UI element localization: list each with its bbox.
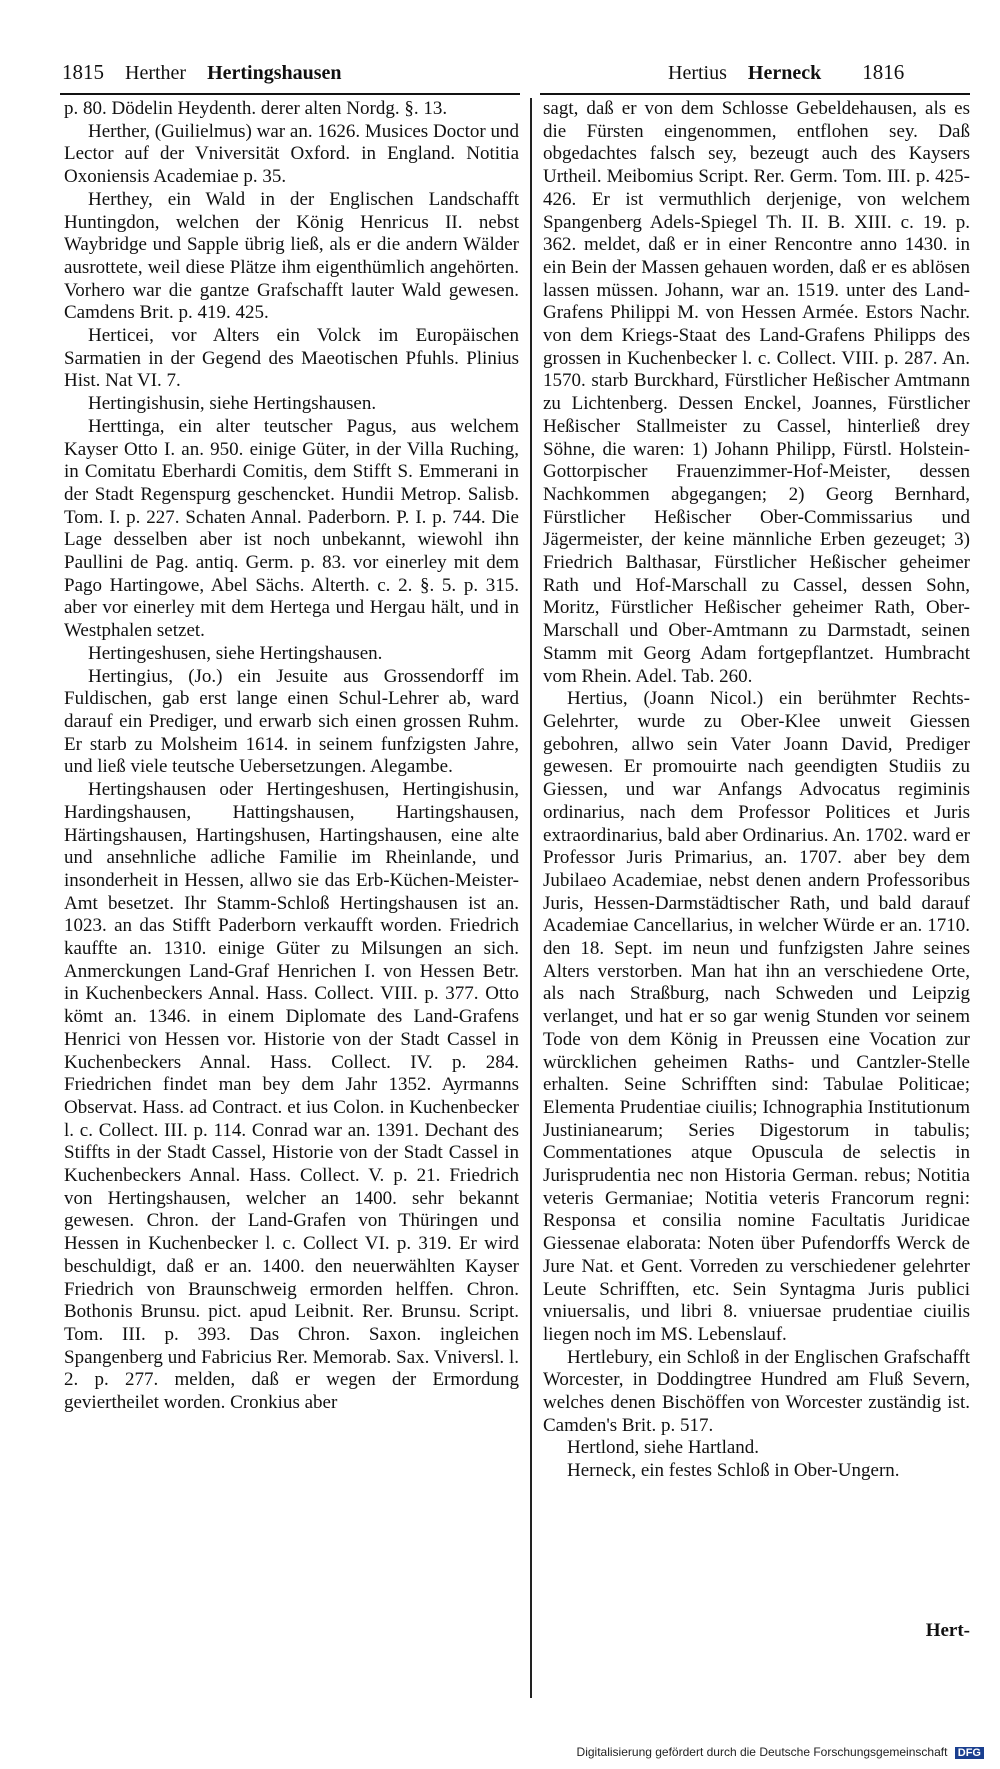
left-paragraph: Herther, (Guilielmus) war an. 1626. Musices Doctor und Lector auf der Vniversität Oxford. in England. Notitia Oxoniensis Academiae p. 35. (64, 120, 519, 188)
dfg-logo: DFG (955, 1747, 984, 1759)
left-paragraph: Herthey, ein Wald in der Englischen Landschafft Huntingdon, welchen der König Henricus II. nebst Waybridge und Sapple übrig ließ, als er die andern Wälder ausrottete, weil diese Plätze ihm eigenthümlich angehörten. Vorhero war die gantze Grafschafft lauter Wald gewesen. Camdens Brit. p. 419. 425. (64, 188, 519, 324)
right-paragraph: Herneck, ein festes Schloß in Ober-Ungern. (567, 1460, 900, 1482)
right-paragraph: sagt, daß er von dem Schlosse Gebeldehausen, als es die Fürsten eingenommen, entflohen sey. Daß obgedachtes falsch sey, bezeugt auch des Kaysers Urtheil. Meibomius Script. Rer. Germ. Tom. III. p. 425-426. Er ist vermuthlich derjenige, von welchem Spangenberg Adels-Spiegel Th. II. B. XIII. c. 19. p. 362. meldet, daß er in einer Rencontre anno 1430. in ein Bein der Massen gehauen worden, daß er es ablösen lassen müssen. Johann, war an. 1519. unter des Land-Grafens Philippi M. von Hessen Armée. Estors Nachr. von dem Kriegs-Staat des Land-Grafens Philipps des grossen in Kuchenbecker l. c. Collect. VIII. p. 287. An. 1570. starb Burckhard, Fürstlicher Heßischer Amtmann zu Lichtenberg. Dessen Enckel, Joannes, Fürstlicher Heßischer Stallmeister zu Cassel, hinterließ drey Söhne, die waren: 1) Johann Philipp, Fürstl. Holstein-Gottorpischer Frauenzimmer-Hof-Meister, dessen Nachkommen abgegangen; 2) Georg Bernhard, Fürstlicher Heßischer Ober-Commissarius und Jägermeister, der keine männliche Erben gezeuget; 3) Friedrich Balthasar, Fürstlicher Heßischer geheimer Rath und Hof-Marschall zu Cassel, dessen Sohn, Moritz, Fürstlicher Heßischer geheimer Rath, Ober-Marschall und Ober-Amtmann zu Darmstadt, seinen Stamm mit Georg Adam fortgepflantzet. Humbracht vom Rhein. Adel. Tab. 260. (543, 98, 970, 687)
right-paragraph: Hertlond, siehe Hartland. (567, 1437, 760, 1459)
left-paragraph: Hertingius, (Jo.) ein Jesuite aus Grossendorff im Fuldischen, gab erst lange einen Schul-Lehrer ab, ward darauf ein Prediger, und erwarb sich einen grossen Ruhm. Er starb zu Molsheim 1614. in seinem funfzigsten Jahre, und ließ viele teutsche Uebersetzungen. Alegambe. (64, 665, 519, 778)
left-page-header (62, 60, 512, 92)
right-header-word-2: Herneck (747, 62, 822, 84)
left-paragraph: Herttinga, ein alter teutscher Pagus, aus welchem Kayser Otto I. an. 950. einige Güter, in der Villa Ruching, in Comitatu Eberhardi Comitis, dem Stifft S. Emmerani in der Stadt Regenspurg geschencket. Hundii Metrop. Salisb. Tom. I. p. 227. Schaten Annal. Paderborn. P. I. p. 744. Die Lage desselben aber ist noch unbekannt, wiewohl ihn Paullini de Pag. antiq. Germ. p. 83. vor einerley mit dem Pago Hartingowe, Abel Sächs. Alterth. c. 2. §. 5. p. 315. aber vor einerley mit dem Hertega und Hergau hält, und in Westphalen setzet. (64, 415, 519, 642)
left-page-number: 1815 (62, 60, 104, 84)
left-paragraph: p. 80. Dödelin Heydenth. derer alten Nordg. §. 13. (64, 98, 448, 119)
column-divider (530, 98, 532, 1698)
right-page-number: 1816 (862, 60, 905, 84)
right-paragraph: Hertius, (Joann Nicol.) ein berühmter Rechts-Gelehrter, wurde zu Ober-Klee unweit Giessen gebohren, allwo sein Vater Joann David, Prediger gewesen. Er promouirte nach geendigten Studiis zu Giessen, und war Anfangs Advocatus regiminis ordinarius, nach dem Professor Politices et Juris extraordinarius, bald aber Ordinarius. An. 1702. ward er Professor Juris Primarius, an. 1707. aber bey dem Jubilaeo Academiae, nebst denen andern Professoribus Juris, Hessen-Darmstädtischer Rath, und bald darauf Academiae Cancellarius, in welcher Würde er an. 1710. den 18. Sept. im neun und funfzigsten Jahre seines Alters verstorben. Man hat ihn an verschiedene Orte, als nach Straßburg, nach Schweden und Leipzig verlanget, und hat er so gar wenig Stunden vor seinem Tode von dem König in Preussen eine Vocation zur würcklichen geheimen Raths- und Cantzler-Stelle erhalten. Seine Schrifften sind: Tabulae Politicae; Elementa Prudentiae ciuilis; Ichnographia Institutionum Justinianearum; Series Digestorum in tabulis; Commentationes atque Opuscula de selectis in Jurisprudentia nec non Historia German. rebus; Notitia veteris Germaniae; Notitia veteris Francorum regni: Responsa et consilia nomine Facultatis Juridicae Giessenae elaborata: Noten über Pufendorffs Werck de Jure Nat. et Gent. Vorreden zu verschiedener gelehrter Leute Schrifften, etc. Sein Syntagma Juris publici vniuersalis, und libri 8. vniuersae prudentiae ciuilis liegen noch im MS. Lebenslauf. (543, 688, 970, 1345)
right-text-column (543, 98, 970, 1483)
left-paragraph: Herticei, vor Alters ein Volck im Europäischen Sarmatien in der Gegend des Maeotischen Pfuhls. Plinius Hist. Nat VI. 7. (64, 325, 519, 392)
right-page-header (668, 60, 968, 92)
left-text-column (64, 98, 519, 1415)
right-header-rule (540, 93, 970, 95)
left-paragraph: Hertingishusin, siehe Hertingshausen. (88, 393, 377, 415)
left-header-word-1: Herther (125, 62, 187, 84)
left-paragraph: Hertingshausen oder Hertingeshusen, Hertingishusin, Hardingshausen, Hattingshausen, Hartingshausen, Härtingshausen, Hartingshusen, Hartingshausen, eine alte und ansehnliche adliche Familie im Rheinlande, und insonderheit in Hessen, allwo sie das Erb-Küchen-Meister-Amt besetzet. Ihr Stamm-Schloß Hertingshausen ist an. 1023. an das Stifft Paderborn verkaufft worden. Friedrich kauffte an. 1310. einige Güter zu Milsungen an sich. Anmerckungen Land-Graf Henrichen I. von Hessen Betr. in Kuchenbeckers Annal. Hass. Collect. VIII. p. 377. Otto kömt an. 1346. in einem Diplomate des Land-Grafens Henrici von Hessen vor. Historie von der Stadt Cassel in Kuchenbeckers Annal. Hass. Collect. IV. p. 284. Friedrichen findet man bey dem Jahr 1352. Ayrmanns Observat. Hass. ad Contract. et ius Colon. in Kuchenbecker l. c. Collect. III. p. 114. Conrad war an. 1391. Dechant des Stiffts in der Stadt Cassel, Historie von der Stadt Cassel in Kuchenbeckers Annal. Hass. Collect. V. p. 21. Friedrich von Hertingshausen, welcher an 1400. sehr bekannt gewesen. Chron. der Land-Grafen von Thüringen und Hessen in Kuchenbecker l. c. Collect VI. p. 319. Er wird beschuldigt, daß er an. 1400. den neuerwählten Kayser Friedrich von Braunschweig ermorden helffen. Chron. Bothonis Brunsu. pict. apud Leibnit. Rer. Brunsu. Script. Tom. III. p. 393. Das Chron. Saxon. ingleichen Spangenberg und Fabricius Rer. Memorab. Sax. Vniversl. l. 2. p. 277. melden, daß er wegen der Ermordung geviertheilet worden. Cronkius aber (64, 779, 519, 1414)
catchword: Hert- (925, 1620, 970, 1641)
left-header-rule (60, 93, 520, 95)
footer-text: Digitalisierung gefördert durch die Deutsche Forschungsgemeinschaft (576, 1745, 948, 1759)
digitization-footer (577, 1745, 984, 1759)
right-header-word-1: Hertius (668, 62, 727, 84)
right-paragraph: Hertlebury, ein Schloß in der Englischen Grafschafft Worcester, in Doddingtree Hundred am Fluß Severn, welches denen Bischöffen von Worcester zuständig ist. Camden's Brit. p. 517. (543, 1346, 970, 1436)
left-paragraph: Hertingeshusen, siehe Hertingshausen. (88, 642, 383, 664)
left-header-word-2: Hertingshausen (207, 62, 342, 84)
